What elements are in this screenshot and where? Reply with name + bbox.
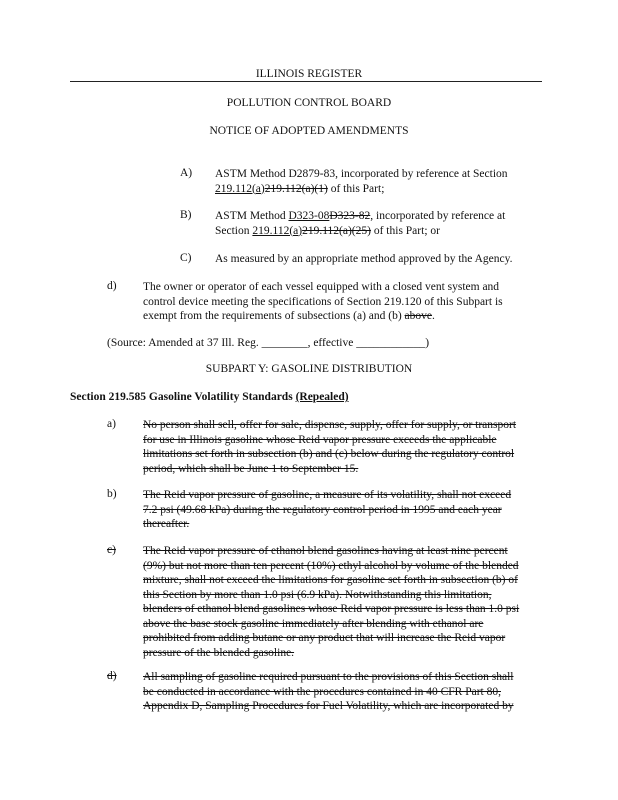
sub-a-line: for use in Illinois gasoline whose Reid vapor pressure exceeds the applicable [143, 433, 497, 446]
header-rule [70, 81, 542, 82]
section-repealed: (Repealed) [295, 391, 349, 403]
list-item-b-insert: D323-08 [288, 210, 330, 222]
sub-d-line: Appendix D, Sampling Procedures for Fuel Volatility, which are incorporated by [143, 700, 514, 712]
sub-c-text [143, 544, 543, 660]
section-title: Section 219.585 Gasoline Volatility Standards [70, 391, 293, 403]
sub-b-line: 7.2 psi (49.68 kPa) during the regulatory control period in 1995 and each year [143, 503, 502, 516]
para-d-line1: The owner or operator of each vessel equipped with a closed vent system and [143, 281, 500, 293]
sub-c-line: pressure of the blended gasoline. [143, 646, 295, 659]
sub-d-line: All sampling of gasoline required pursuant to the provisions of this Section shall [143, 671, 514, 683]
para-label-d: d) [107, 280, 117, 292]
source-note: (Source: Amended at 37 Ill. Reg. ________, effective ____________) [107, 337, 430, 349]
list-label-b: B) [180, 209, 192, 221]
list-item-b [215, 209, 535, 238]
list-label-a: A) [180, 167, 193, 179]
para-d-period: . [432, 310, 435, 322]
subpart-title: SUBPART Y: GASOLINE DISTRIBUTION [205, 363, 413, 375]
board-name: POLLUTION CONTROL BOARD [226, 97, 392, 109]
list-item-b-mid: , incorporated by reference at [370, 210, 506, 222]
sub-a-line: period, which shall be June 1 to September 15. [143, 462, 359, 475]
sub-c-line: blenders of ethanol blend gasolines whose Reid vapor pressure is less than 1.0 psi [143, 603, 520, 615]
list-item-b-delete2: 219.112(a)(25) [302, 224, 371, 237]
register-title: ILLINOIS REGISTER [255, 68, 363, 80]
sub-c-line: (9%) but not more than ten percent (10%) ethyl alcohol by volume of the blended [143, 559, 519, 572]
list-item-a [215, 167, 535, 196]
sub-b-line: The Reid vapor pressure of gasoline, a measure of its volatility, shall not exceed [143, 489, 512, 501]
sub-a-line: limitations set forth in subsection (b) and (c) below during the regulatory control [143, 448, 515, 460]
notice-title: NOTICE OF ADOPTED AMENDMENTS [209, 125, 409, 137]
list-item-a-delete: 219.112(a)(1) [264, 182, 328, 195]
list-item-b-post: of this Part; or [373, 224, 440, 237]
para-d [143, 280, 543, 324]
list-item-a-post: of this Part; [330, 182, 385, 195]
list-item-a-line1: ASTM Method D2879-83, incorporated by reference at Section [215, 168, 508, 180]
sub-d-line: be conducted in accordance with the procedures contained in 40 CFR Part 80, [143, 685, 501, 698]
para-d-deleted: above [404, 310, 433, 322]
sub-label-b: b) [107, 488, 117, 500]
sub-c-line: this Section by more than 1.0 psi (6.9 kPa). Notwithstanding this limitation, [143, 588, 492, 601]
sub-label-d: d) [107, 670, 117, 682]
sub-label-c: c) [107, 544, 116, 556]
list-item-c: As measured by an appropriate method approved by the Agency. [215, 253, 513, 265]
para-d-line2: control device meeting the specifications of Section 219.120 of this Subpart is [143, 295, 503, 308]
sub-c-line: above the base stock gasoline immediately after blending with ethanol are [143, 617, 484, 630]
list-item-b-pre2: Section [215, 224, 250, 237]
sub-b-text [143, 488, 543, 532]
sub-c-line: prohibited from adding butane or any product that will increase the Reid vapor [143, 632, 506, 644]
section-heading [70, 390, 349, 405]
sub-b-line: thereafter. [143, 518, 190, 530]
list-item-b-delete: D323-82 [329, 210, 371, 222]
sub-c-line: mixture, shall not exceed the limitations for gasoline set forth in subsection (b) of [143, 574, 518, 586]
sub-a-line: No person shall sell, offer for sale, dispense, supply, offer for supply, or transport [143, 419, 517, 431]
list-item-a-insert: 219.112(a) [215, 182, 265, 195]
sub-d-text [143, 670, 543, 714]
para-d-line3: exempt from the requirements of subsections (a) and (b) [143, 310, 402, 322]
list-label-c: C) [180, 252, 192, 264]
list-item-b-pre: ASTM Method [215, 210, 286, 222]
sub-c-line: The Reid vapor pressure of ethanol blend gasolines having at least nine percent [143, 545, 508, 557]
sub-a-text [143, 418, 543, 476]
list-item-b-insert2: 219.112(a) [252, 224, 303, 237]
sub-label-a: a) [107, 418, 116, 430]
